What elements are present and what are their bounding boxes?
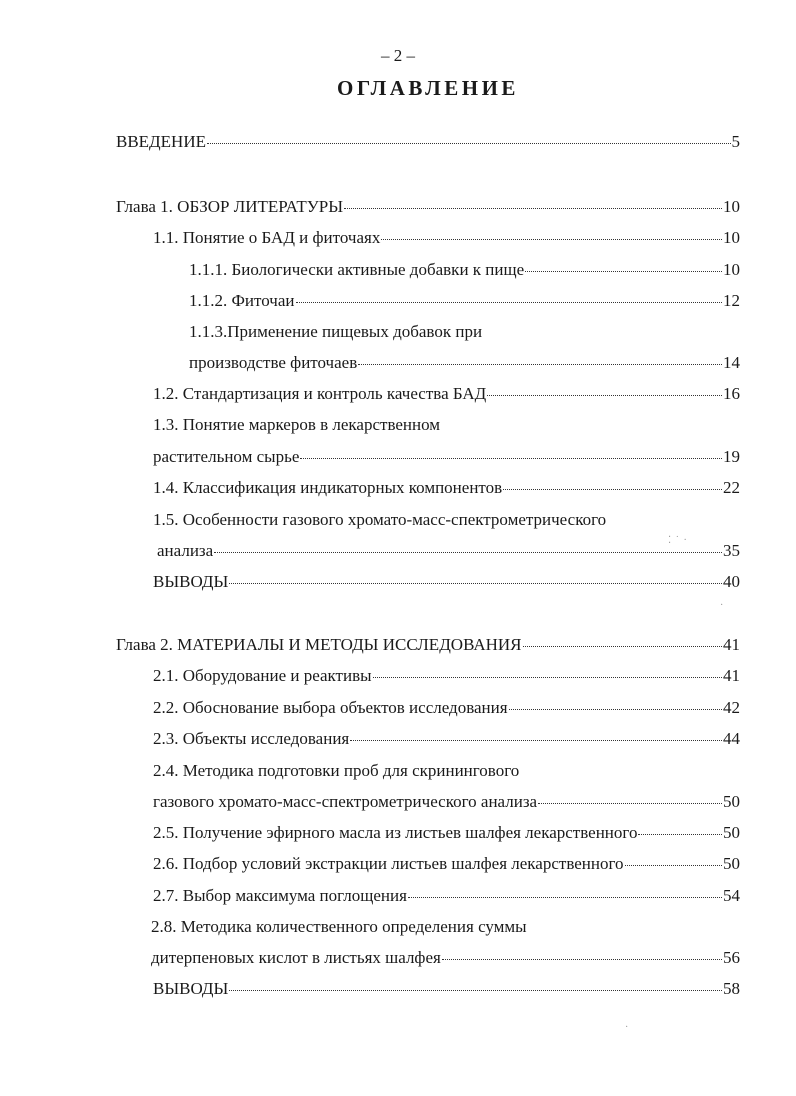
toc-entry-text: 2.7. Выбор максимума поглощения — [153, 886, 407, 905]
toc-entry-1-5-line1: 1.5. Особенности газового хромато-масс-спектрометрического — [153, 510, 607, 529]
toc-entry-text: ВЫВОДЫ — [153, 979, 229, 998]
scan-artifact: · — [720, 600, 725, 611]
toc-entry-2-1 — [153, 665, 740, 687]
toc-leader-dots — [358, 364, 722, 365]
toc-entry-1-3-line1: 1.3. Понятие маркеров в лекарственном — [153, 415, 441, 434]
toc-page-number: 50 — [723, 854, 740, 873]
toc-entry-2-4 — [153, 791, 740, 813]
toc-leader-dots — [525, 271, 722, 272]
toc-page-number: 5 — [731, 132, 740, 151]
toc-entry-2-4-line1: 2.4. Методика подготовки проб для скринингового — [153, 761, 520, 780]
toc-page-number: 40 — [723, 572, 740, 591]
toc-entry-text: 2.1. Оборудование и реактивы — [153, 666, 372, 685]
toc-entry-text: 2.5. Получение эфирного масла из листьев шалфея лекарственного — [153, 823, 638, 842]
toc-entry-text: 1.2. Стандартизация и контроль качества БАД — [153, 384, 487, 403]
toc-page-number: 12 — [723, 291, 740, 310]
toc-entry-text: ВЫВОДЫ — [153, 572, 229, 591]
toc-page-number: 14 — [723, 353, 740, 372]
toc-leader-dots — [442, 959, 722, 960]
toc-entry-chapter-2 — [116, 634, 740, 656]
toc-entry-chapter-1 — [116, 196, 740, 218]
toc-page-number: 10 — [723, 197, 740, 216]
toc-leader-dots — [207, 143, 731, 144]
toc-page-number: 35 — [723, 541, 740, 560]
toc-leader-dots — [296, 302, 723, 303]
toc-leader-dots — [229, 583, 722, 584]
toc-leader-dots — [523, 646, 722, 647]
toc-entry-text: Глава 1. ОБЗОР ЛИТЕРАТУРЫ — [116, 197, 344, 216]
toc-page-number: 10 — [723, 260, 740, 279]
toc-entry-text: растительном сырье — [153, 447, 300, 466]
toc-page-number: 42 — [723, 698, 740, 717]
toc-entry-1-4 — [153, 477, 740, 499]
toc-entry-text: 1.1.1. Биологически активные добавки к пище — [189, 260, 525, 279]
scan-artifact: ⁚ ˙ · — [668, 535, 688, 546]
toc-page-number: 58 — [723, 979, 740, 998]
toc-entry-text: газового хромато-масс-спектрометрического анализа — [153, 792, 538, 811]
toc-entry-2-5 — [153, 822, 740, 844]
toc-page-number: 19 — [723, 447, 740, 466]
toc-entry-introduction — [116, 131, 740, 153]
toc-title: ОГЛАВЛЕНИЕ — [337, 76, 519, 100]
toc-page-number: 50 — [723, 792, 740, 811]
toc-entry-text: 1.1.2. Фиточаи — [189, 291, 295, 310]
toc-entry-text: 2.6. Подбор условий экстракции листьев шалфея лекарственного — [153, 854, 624, 873]
toc-entry-text: 2.3. Объекты исследования — [153, 729, 350, 748]
toc-entry-1-1-2 — [189, 290, 740, 312]
toc-page-number: 16 — [723, 384, 740, 403]
toc-entry-1-1-1 — [189, 259, 740, 281]
toc-page-number: 22 — [723, 478, 740, 497]
page-number: – 2 – — [381, 46, 415, 65]
toc-entry-1-2 — [153, 383, 740, 405]
toc-leader-dots — [373, 677, 722, 678]
toc-leader-dots — [538, 803, 722, 804]
toc-leader-dots — [229, 990, 722, 991]
toc-entry-2-2 — [153, 697, 740, 719]
toc-leader-dots — [487, 395, 722, 396]
toc-entry-2-8-line1: 2.8. Методика количественного определения суммы — [151, 917, 527, 936]
toc-entry-text: анализа — [157, 541, 214, 560]
toc-entry-text: ВВЕДЕНИЕ — [116, 132, 206, 151]
toc-entry-conclusions-1 — [153, 571, 740, 593]
toc-leader-dots — [300, 458, 722, 459]
toc-entry-2-7 — [153, 885, 740, 907]
toc-page-number: 41 — [723, 635, 740, 654]
toc-entry-1-1 — [153, 227, 740, 249]
toc-page-number: 50 — [723, 823, 740, 842]
toc-page-number: 44 — [723, 729, 740, 748]
toc-leader-dots — [344, 208, 722, 209]
toc-leader-dots — [509, 709, 722, 710]
toc-leader-dots — [638, 834, 722, 835]
toc-entry-text: производстве фиточаев — [189, 353, 358, 372]
scan-artifact: · — [625, 1022, 630, 1033]
toc-entry-text: 1.1. Понятие о БАД и фиточаях — [153, 228, 381, 247]
toc-leader-dots — [381, 239, 722, 240]
toc-entry-text: Глава 2. МАТЕРИАЛЫ И МЕТОДЫ ИССЛЕДОВАНИЯ — [116, 635, 522, 654]
toc-entry-text: 2.2. Обоснование выбора объектов исследования — [153, 698, 508, 717]
toc-entry-text: дитерпеновых кислот в листьях шалфея — [151, 948, 441, 967]
toc-entry-2-3 — [153, 728, 740, 750]
toc-page-number: 54 — [723, 886, 740, 905]
toc-entry-1-1-3 — [189, 352, 740, 374]
toc-leader-dots — [625, 865, 722, 866]
toc-entry-2-6 — [153, 853, 740, 875]
toc-page-number: 56 — [723, 948, 740, 967]
toc-leader-dots — [214, 552, 722, 553]
toc-entry-2-8 — [151, 947, 740, 969]
toc-page-number: 10 — [723, 228, 740, 247]
toc-page-number: 41 — [723, 666, 740, 685]
toc-leader-dots — [408, 897, 722, 898]
toc-entry-1-1-3-line1: 1.1.3.Применение пищевых добавок при — [189, 322, 483, 341]
toc-entry-1-3 — [153, 446, 740, 468]
toc-entry-1-5 — [157, 540, 740, 562]
toc-leader-dots — [503, 489, 722, 490]
toc-entry-text: 1.4. Классификация индикаторных компонентов — [153, 478, 503, 497]
toc-entry-conclusions-2 — [153, 978, 740, 1000]
toc-leader-dots — [350, 740, 722, 741]
